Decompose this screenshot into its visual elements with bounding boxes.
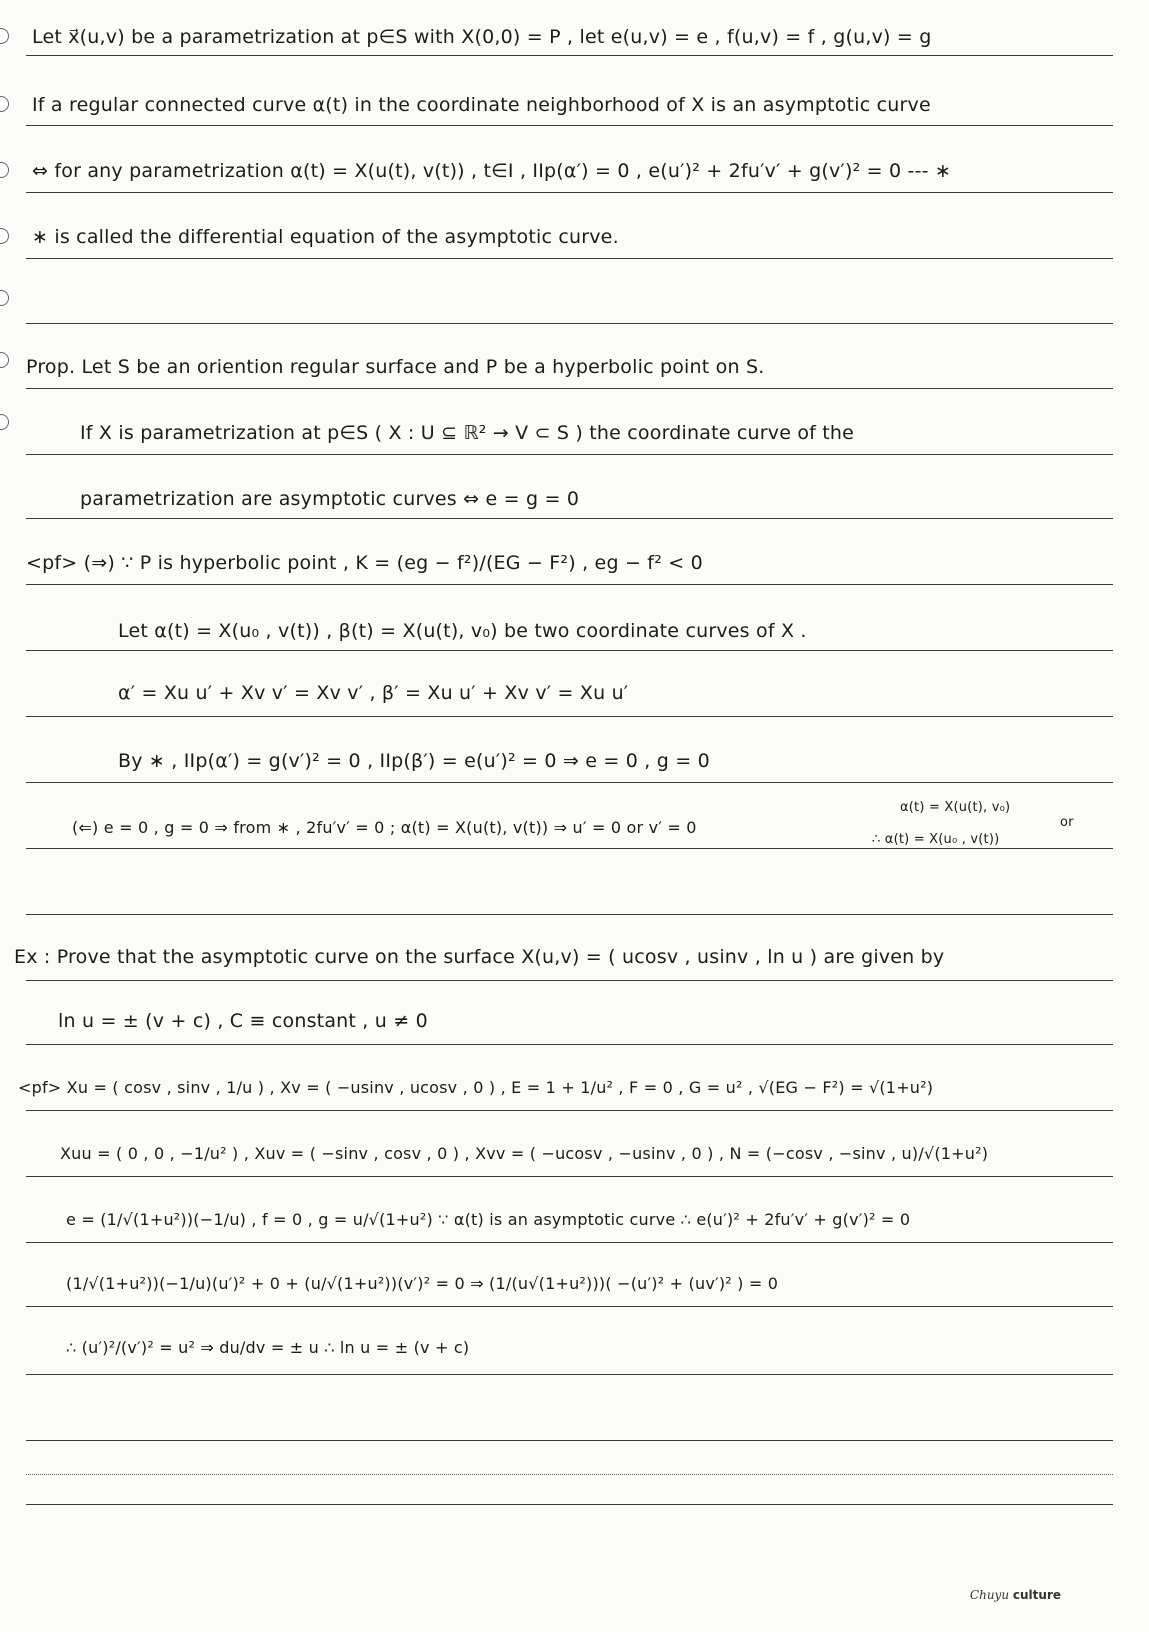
ruled-line: [26, 716, 1113, 717]
ruled-line: [26, 650, 1113, 651]
binder-hole: [0, 162, 9, 178]
definition-line: ∗ is called the differential equation of the asymptotic curve.: [32, 226, 619, 248]
proposition-line: parametrization are asymptotic curves ⇔ e = g = 0: [80, 488, 580, 510]
ruled-line: [26, 1044, 1113, 1045]
ruled-line: [26, 192, 1113, 193]
ruled-line: [26, 518, 1113, 519]
ruled-line: [26, 848, 1113, 849]
definition-line: ⇔ for any parametrization α(t) = X(u(t), v(t)) , t∈I , IIp(α′) = 0 , e(u′)² + 2fu′v′ + g(v′)² = 0 --- ∗: [32, 160, 952, 182]
binder-hole: [0, 352, 9, 368]
binder-hole: [0, 290, 9, 306]
ruled-line: [26, 323, 1113, 324]
proof-line: Let α(t) = X(u₀ , v(t)) , β(t) = X(u(t), v₀) be two coordinate curves of X .: [118, 620, 807, 642]
ruled-line: [26, 1374, 1113, 1375]
proof-conclusion-or: or: [1060, 815, 1074, 830]
ruled-line: [26, 55, 1113, 56]
proof-conclusion-bottom: ∴ α(t) = X(u₀ , v(t)): [872, 832, 1000, 847]
proof-line: By ∗ , IIp(α′) = g(v′)² = 0 , IIp(β′) = e(u′)² = 0 ⇒ e = 0 , g = 0: [118, 750, 710, 772]
ruled-line: [26, 1504, 1113, 1505]
ruled-line: [26, 1110, 1113, 1111]
ruled-line: [26, 454, 1113, 455]
binder-hole: [0, 96, 9, 112]
definition-line: Let x⃗(u,v) be a parametrization at p∈S with X(0,0) = P , let e(u,v) = e , f(u,v) = f , g(u,v) = g: [32, 26, 932, 48]
binder-hole: [0, 28, 9, 44]
binder-hole: [0, 414, 9, 430]
example-line: Xuu = ( 0 , 0 , −1/u² ) , Xuv = ( −sinv , cosv , 0 ) , Xvv = ( −ucosv , −usinv , 0 ) , N = (−cosv , −sinv , u)/√(1+u²): [60, 1144, 989, 1163]
brand-logo: [970, 1588, 1061, 1602]
definition-line: If a regular connected curve α(t) in the coordinate neighborhood of X is an asymptotic curve: [32, 94, 931, 116]
ruled-line: [26, 258, 1113, 259]
ruled-line: [26, 388, 1113, 389]
ruled-line: [26, 782, 1113, 783]
ruled-line: [26, 1242, 1113, 1243]
proposition-line: If X is parametrization at p∈S ( X : U ⊆ ℝ² → V ⊂ S ) the coordinate curve of the: [80, 422, 855, 444]
ruled-line: [26, 1176, 1113, 1177]
example-line: Ex : Prove that the asymptotic curve on the surface X(u,v) = ( ucosv , usinv , ln u ) are given by: [14, 946, 945, 968]
example-line: ln u = ± (v + c) , C ≡ constant , u ≠ 0: [58, 1010, 428, 1032]
proof-line: (⇐) e = 0 , g = 0 ⇒ from ∗ , 2fu′v′ = 0 ; α(t) = X(u(t), v(t)) ⇒ u′ = 0 or v′ = 0: [72, 818, 697, 837]
proof-conclusion-top: α(t) = X(u(t), v₀): [900, 800, 1011, 815]
brand-script: Chuyu: [969, 1588, 1010, 1602]
ruled-line: [26, 914, 1113, 915]
binder-hole: [0, 228, 9, 244]
brand-word: culture: [1012, 1588, 1061, 1602]
ruled-line: [26, 125, 1113, 126]
ruled-line: [26, 1440, 1113, 1441]
example-line: (1/√(1+u²))(−1/u)(u′)² + 0 + (u/√(1+u²))(v′)² = 0 ⇒ (1/(u√(1+u²)))( −(u′)² + (uv′)² ) = 0: [66, 1274, 779, 1293]
example-line: ∴ (u′)²/(v′)² = u² ⇒ du/dv = ± u ∴ ln u = ± (v + c): [66, 1338, 470, 1357]
ruled-line: [26, 584, 1113, 585]
proposition-line: Prop. Let S be an oriention regular surface and P be a hyperbolic point on S.: [26, 356, 765, 378]
ruled-line: [26, 980, 1113, 981]
proof-line: α′ = Xu u′ + Xv v′ = Xv v′ , β′ = Xu u′ + Xv v′ = Xu u′: [118, 682, 629, 704]
ruled-line: [26, 1474, 1113, 1475]
ruled-line: [26, 1306, 1113, 1307]
example-line: e = (1/√(1+u²))(−1/u) , f = 0 , g = u/√(1+u²) ∵ α(t) is an asymptotic curve ∴ e(u′)² + 2fu′v′ + g(v′)² = 0: [66, 1210, 911, 1229]
example-line: <pf> Xu = ( cosv , sinv , 1/u ) , Xv = ( −usinv , ucosv , 0 ) , E = 1 + 1/u² , F = 0 , G = u² , √(EG − F²) = √(1+u²): [18, 1078, 934, 1097]
proof-line: <pf> (⇒) ∵ P is hyperbolic point , K = (eg − f²)/(EG − F²) , eg − f² < 0: [26, 552, 703, 574]
